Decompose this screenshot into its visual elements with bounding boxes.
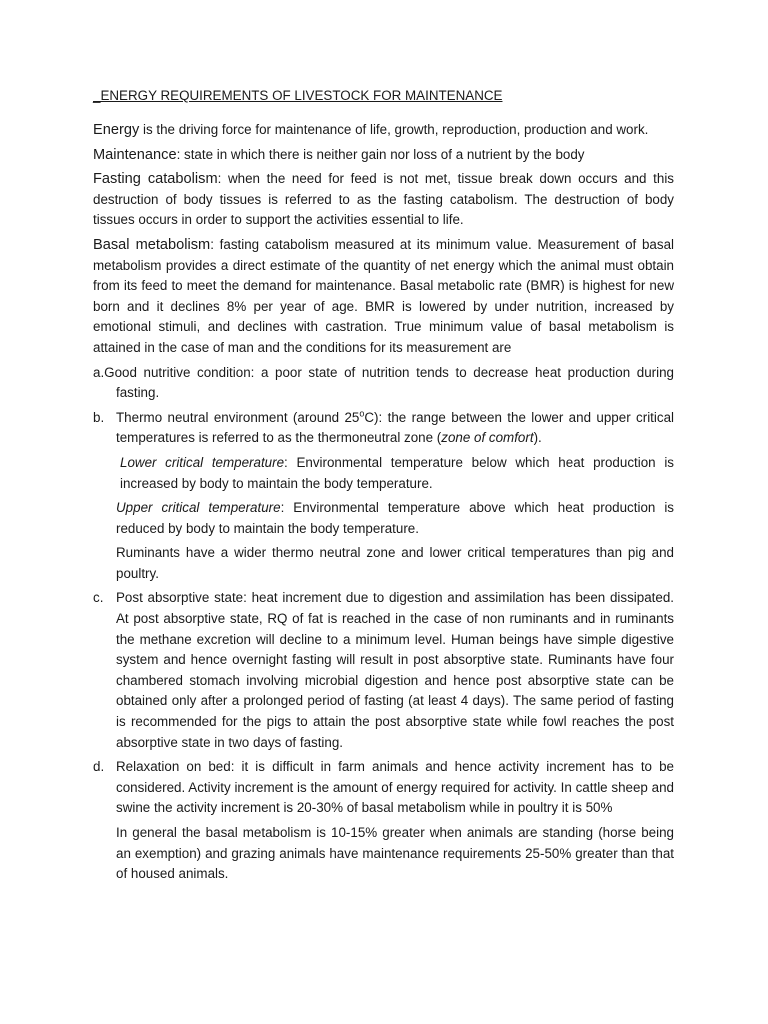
definition-text: is the driving force for maintenance of life, growth, reproduction, production and work. xyxy=(139,122,649,137)
italic-term: zone of comfort xyxy=(441,430,534,446)
lower-critical-temperature xyxy=(93,453,674,494)
condition-d-text: Relaxation on bed: it is difficult in farm animals and hence activity increment has to be considered. Activity increment is the amount of energy required for activity. In cattle sheep and swine the activity increment is 20-30% of basal metabolism while in poultry it is 50% xyxy=(116,759,674,816)
list-marker: b. xyxy=(93,409,105,425)
ruminants-note: Ruminants have a wider thermo neutral zone and lower critical temperatures than pig and poultry. xyxy=(116,545,674,581)
text-segment: : Environmental temperature below which heat production is increased by body to maintain the body temperature. xyxy=(120,454,674,491)
conditions-list xyxy=(93,363,674,885)
definition-text: : fasting catabolism measured at its minimum value. Measurement of basal metabolism provides a direct estimate of the quantity of net energy which the animal must obtain from its feed to meet the demand for maintenance. Basal metabolic rate (BMR) is highest for new born and it declines 8% per year of age. BMR is lowered by under nutrition, increased by emotional stimuli, and declines with castration. True minimum value of basal metabolism is attained in the case of man and the conditions for its measurement are xyxy=(93,236,674,355)
upper-critical-temperature xyxy=(93,498,674,539)
definition-basal-metabolism xyxy=(93,235,674,359)
condition-d xyxy=(93,757,674,819)
text-segment: C): the range between the lower and upper critical temperatures is referred to as the thermoneutral zone ( xyxy=(116,409,674,446)
page-title: _ENERGY REQUIREMENTS OF LIVESTOCK FOR MAINTENANCE xyxy=(93,88,503,103)
definition-text: : state in which there is neither gain nor loss of a nutrient by the body xyxy=(176,146,585,162)
definition-energy xyxy=(93,120,674,141)
term-basal-metabolism: Basal metabolism xyxy=(93,236,211,253)
degree-superscript: o xyxy=(359,408,365,419)
condition-b xyxy=(93,408,674,449)
general-note: In general the basal metabolism is 10-15% greater when animals are standing (horse being an exemption) and grazing animals have maintenance requirements 25-50% greater than that of housed animals. xyxy=(116,825,674,882)
italic-term: Upper critical temperature xyxy=(116,500,281,516)
condition-a xyxy=(93,363,674,404)
definition-text: : when the need for feed is not met, tissue break down occurs and this destruction of body tissues is referred to as the fasting catabolism. The destruction of body tissues occurs in order to support the activities essential to life. xyxy=(93,171,674,228)
term-fasting-catabolism: Fasting catabolism xyxy=(93,171,218,188)
definition-fasting-catabolism xyxy=(93,169,674,231)
condition-c xyxy=(93,588,674,753)
text-segment: Thermo neutral environment (around 25 xyxy=(116,409,360,425)
condition-b-text xyxy=(116,408,674,449)
term-maintenance: Maintenance xyxy=(93,146,177,163)
condition-a-text: a.Good nutritive condition: a poor state of nutrition tends to decrease heat production during fasting. xyxy=(93,364,674,401)
text-segment: ). xyxy=(533,430,542,446)
text-segment: : Environmental temperature above which heat production is reduced by body to maintain the body temperature. xyxy=(116,500,674,536)
italic-term: Lower critical temperature xyxy=(120,454,285,470)
definition-maintenance xyxy=(93,145,674,166)
list-marker: c. xyxy=(93,590,104,606)
condition-c-text: Post absorptive state: heat increment due to digestion and assimilation has been dissipated. At post absorptive state, RQ of fat is reached in the case of non ruminants and in ruminants the methane excretion will decline to a minimum level. Human beings have simple digestive system and hence overnight fasting will result in post absorptive state. Ruminants have four chambered stomach involving microbial digestion and hence post absorptive state can be obtained only after a prolonged period of fasting (at least 4 days). The same period of fasting is recommended for the pigs to attain the post absorptive state while fowl reaches the post absorptive state in two days of fasting. xyxy=(116,590,674,750)
term-energy: Energy xyxy=(93,122,140,138)
list-marker: d. xyxy=(93,759,105,775)
